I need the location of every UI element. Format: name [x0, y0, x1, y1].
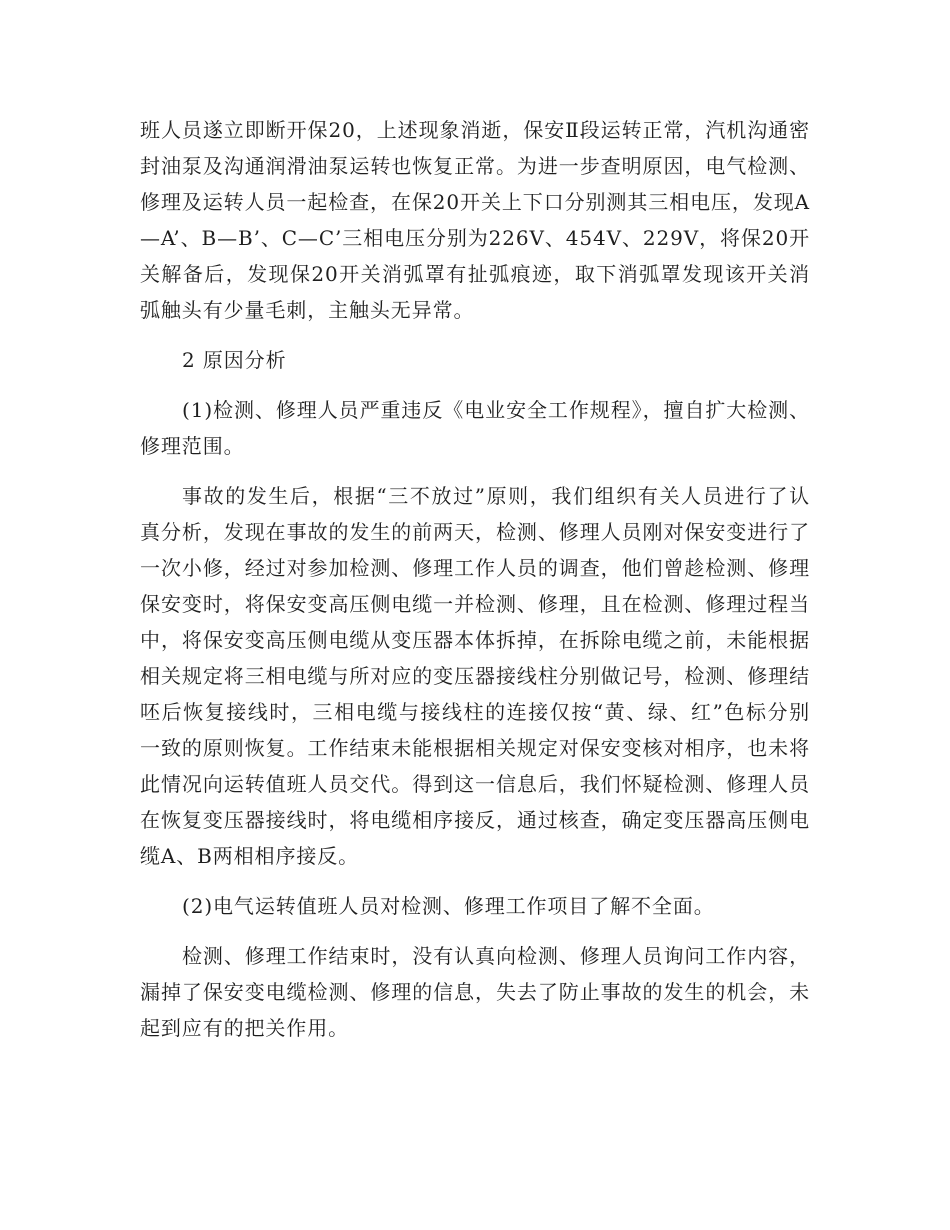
document-page	[140, 112, 810, 1060]
paragraph-cause-1-title: (1)检测、修理人员严重违反《电业安全工作规程》，擅自扩大检测、修理范围。	[140, 398, 810, 458]
paragraph-cause-1-body: 事故的发生后，根据“三不放过”原则，我们组织有关人员进行了认真分析，发现在事故的发生的前两天，检测、修理人员刚对保安变进行了一次小修，经过对参加检测、修理工作人员的调查，他们曾趁检测、修理保安变时，将保安变高压侧电缆一并检测、修理，且在检测、修理过程当中，将保安变高压侧电缆从变压器本体拆掉，在拆除电缆之前，未能根据相关规定将三相电缆与所对应的变压器接线柱分别做记号，检测、修理结呸后恢复接线时，三相电缆与接线柱的连接仅按“黄、绿、红”色标分别一致的原则恢复。工作结束未能根据相关规定对保安变核对相序，也未将此情况向运转值班人员交代。得到这一信息后，我们怀疑检测、修理人员在恢复变压器接线时，将电缆相序接反，通过核查，确定变压器高压侧电缆A、B两相相序接反。	[140, 484, 810, 868]
paragraph-continuation: 班人员遂立即断开保20，上述现象消逝，保安Ⅱ段运转正常，汽机沟通密封油泵及沟通润滑油泵运转也恢复正常。为进一步查明原因，电气检测、修理及运转人员一起检查，在保20开关上下口分别测其三相电压，发现A—A’、B—B’、C—C’三相电压分别为226V、454V、229V，将保20开关解备后，发现保20开关消弧罩有扯弧痕迹，取下消弧罩发现该开关消弧触头有少量毛刺，主触头无异常。	[140, 118, 810, 322]
paragraph-cause-2-title: (2)电气运转值班人员对检测、修理工作项目了解不全面。	[182, 894, 715, 918]
section-heading-cause-analysis: 2 原因分析	[182, 348, 287, 372]
paragraph-cause-2-body: 检测、修理工作结束时，没有认真向检测、修理人员询问工作内容，漏掉了保安变电缆检测、修理的信息，失去了防止事故的发生的机会，未起到应有的把关作用。	[140, 944, 810, 1040]
